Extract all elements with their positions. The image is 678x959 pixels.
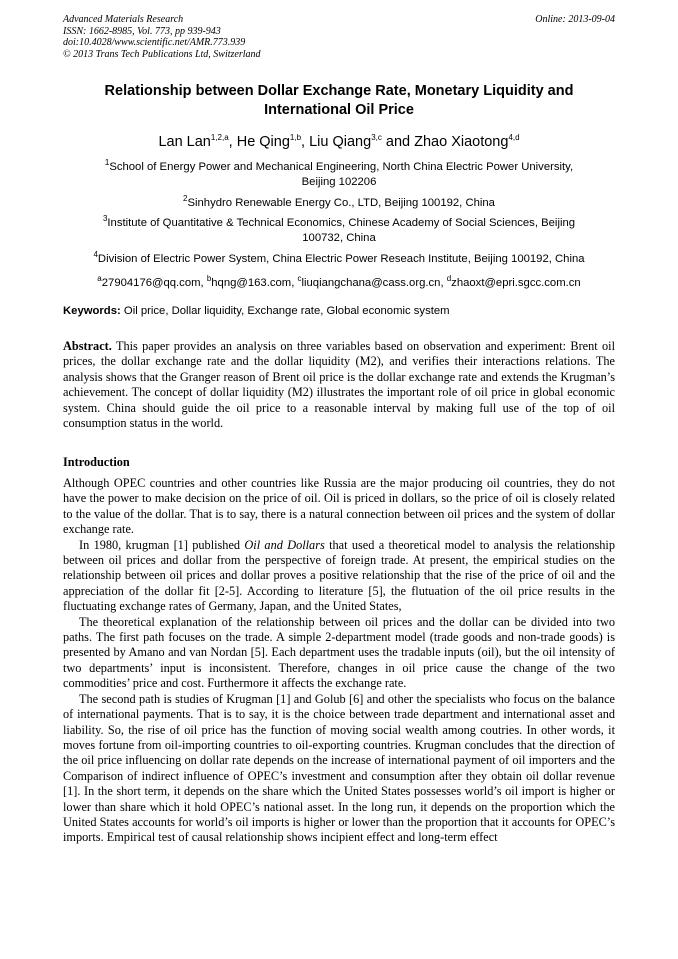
author-sup: 3,c <box>371 133 382 142</box>
title-line-2: International Oil Price <box>264 102 414 118</box>
author-sep: , <box>228 133 237 150</box>
paragraph-1: Although OPEC countries and other countries like Russia are the major producing oil countries, they do not have the power to make decision on the price of oil. Oil is priced in dollars, so the price of oil is closely related to the value of the dollar. That is to say, there is a natural connection between oil prices and the system of dollar exchange rate. <box>63 476 615 537</box>
author-sup: 1,2,a <box>210 133 229 142</box>
introduction-body <box>63 476 615 846</box>
copyright-line: © 2013 Trans Tech Publications Ltd, Switzerland <box>63 48 261 60</box>
paragraph-2-after: that used a theoretical model to analysis the relationship between oil prices and dollar from the perspective of foreign trade. At present, the empirical studies on the relationship between oil prices and dollar proves a positive relationship that the rise of the price of oil and the appreciation of the dollar fit [2-5]. According to literature [5], the flutuation of the oil price results in the fluctuating exchange rates of Germany, Japan, and the United States, <box>63 537 615 614</box>
affiliation-1 <box>63 155 615 190</box>
affiliation-line: 100732, China <box>302 231 376 244</box>
affiliation-sup: 3 <box>102 214 108 223</box>
abstract-text: This paper provides an analysis on three variables based on observation and experiment: Brent oil prices, the dollar exchange rate and the dollar liquidity (M2), and verifies their interactions relations. The analysis shows that the Granger reason of Brent oil price is the dollar exchange rate and extends the Krugman’s achievement. The concept of dollar liquidity (M2) illustrates the important role of oil price in global economic system. China should guide the oil price to a reasonable interval by making full use of the top of oil consumption status in the world. <box>63 339 615 431</box>
email-sup: a <box>97 274 102 283</box>
author-sep: and <box>381 133 415 150</box>
affiliation-line: School of Energy Power and Mechanical Engineering, North China Electric Power University, <box>109 160 574 173</box>
issn-line: ISSN: 1662-8985, Vol. 773, pp 939-943 <box>63 25 221 37</box>
author-name: Lan Lan <box>158 133 211 150</box>
author-name: Liu Qiang <box>309 133 372 150</box>
email-list <box>63 271 615 291</box>
abstract-label: Abstract. <box>63 339 112 353</box>
journal-info <box>63 14 261 60</box>
journal-header <box>63 14 615 60</box>
author-name: Zhao Xiaotong <box>414 133 509 150</box>
email-address: 27904176@qq.com, <box>101 276 207 289</box>
title-line-1: Relationship between Dollar Exchange Rate, Monetary Liquidity and <box>104 83 574 99</box>
email-sup: d <box>446 274 452 283</box>
paragraph-2-before: In 1980, krugman [1] published <box>79 537 245 552</box>
author-sep: , <box>301 133 310 150</box>
paragraph-3: The theoretical explanation of the relationship between oil prices and the dollar can be divided into two paths. The first path focuses on the trade. A simple 2-department model (trade goods and non-trade goods) is presented by Amano and van Nordan [5]. Each department uses the tradable inputs (oil), but the oil intensity of two departments’ input is inconsistent. Therefore, changes in oil price cause the change of the two commodities’ price and cost. Furthermore it affects the exchange rate. <box>63 614 615 691</box>
paragraph-4: The second path is studies of Krugman [1] and Golub [6] and other the specialists who focus on the balance of international payments. That is to say, it is the choice between trade department and international asset and liability. So, the rise of oil price has the function of moving social wealth among coutries. In other words, it moves fortune from oil-importing countries to oil-exporting countries. Krugman concludes that the direction of the oil price influencing on dollar rate depends on the increase of international payment of oil importers and the Comparison of indirect influence of OPEC’s investment and consumption after they obtain oil dollar revenue [1]. In the short term, it depends on the share which the United States possesses world’s oil import is higher or lower than share which it hold OPEC’s national asset. In the long run, it depends on the proportion which the United States accounts for world’s oil imports is higher or lower than the proportion that it accounts for OPEC’s imports. Empirical test of causal relationship shows incipient effect and long-term effect <box>63 691 615 845</box>
affiliation-sup: 4 <box>93 250 98 259</box>
paragraph-2 <box>63 538 615 615</box>
author-sup: 1,b <box>289 133 302 142</box>
affiliation-3 <box>63 211 615 246</box>
paper-title <box>63 82 615 120</box>
affiliation-line: Institute of Quantitative & Technical Economics, Chinese Academy of Social Sciences, Beijing <box>107 216 576 229</box>
affiliation-2 <box>63 191 615 211</box>
affiliation-line: Beijing 102206 <box>301 175 377 188</box>
author-name: He Qing <box>236 133 290 150</box>
email-sup: b <box>206 274 212 283</box>
section-heading: Introduction <box>63 455 130 469</box>
affiliation-4 <box>63 247 615 267</box>
affiliation-sup: 2 <box>183 194 188 203</box>
email-sup: c <box>297 274 302 283</box>
email-address: hqng@163.com, <box>211 276 298 289</box>
keywords-label: Keywords: <box>63 305 121 317</box>
affiliation-sup: 1 <box>104 158 110 167</box>
author-sup: 4,d <box>508 133 520 142</box>
email-address: liuqiangchana@cass.org.cn, <box>301 276 447 289</box>
keywords <box>63 304 615 319</box>
author-list <box>63 128 615 152</box>
online-date: Online: 2013-09-04 <box>535 14 615 25</box>
affiliation-line: Sinhydro Renewable Energy Co., LTD, Beijing 100192, China <box>187 196 495 209</box>
keywords-text: Oil price, Dollar liquidity, Exchange rate, Global economic system <box>120 305 450 317</box>
affiliation-line: Division of Electric Power System, China Electric Power Reseach Institute, Beijing 100192, China <box>97 252 585 265</box>
journal-name: Advanced Materials Research <box>63 14 184 25</box>
email-address: zhaoxt@epri.sgcc.com.cn <box>451 276 581 289</box>
abstract <box>63 339 615 431</box>
doi-line: doi:10.4028/www.scientific.net/AMR.773.939 <box>63 37 246 48</box>
book-title: Oil and Dollars <box>244 537 325 552</box>
